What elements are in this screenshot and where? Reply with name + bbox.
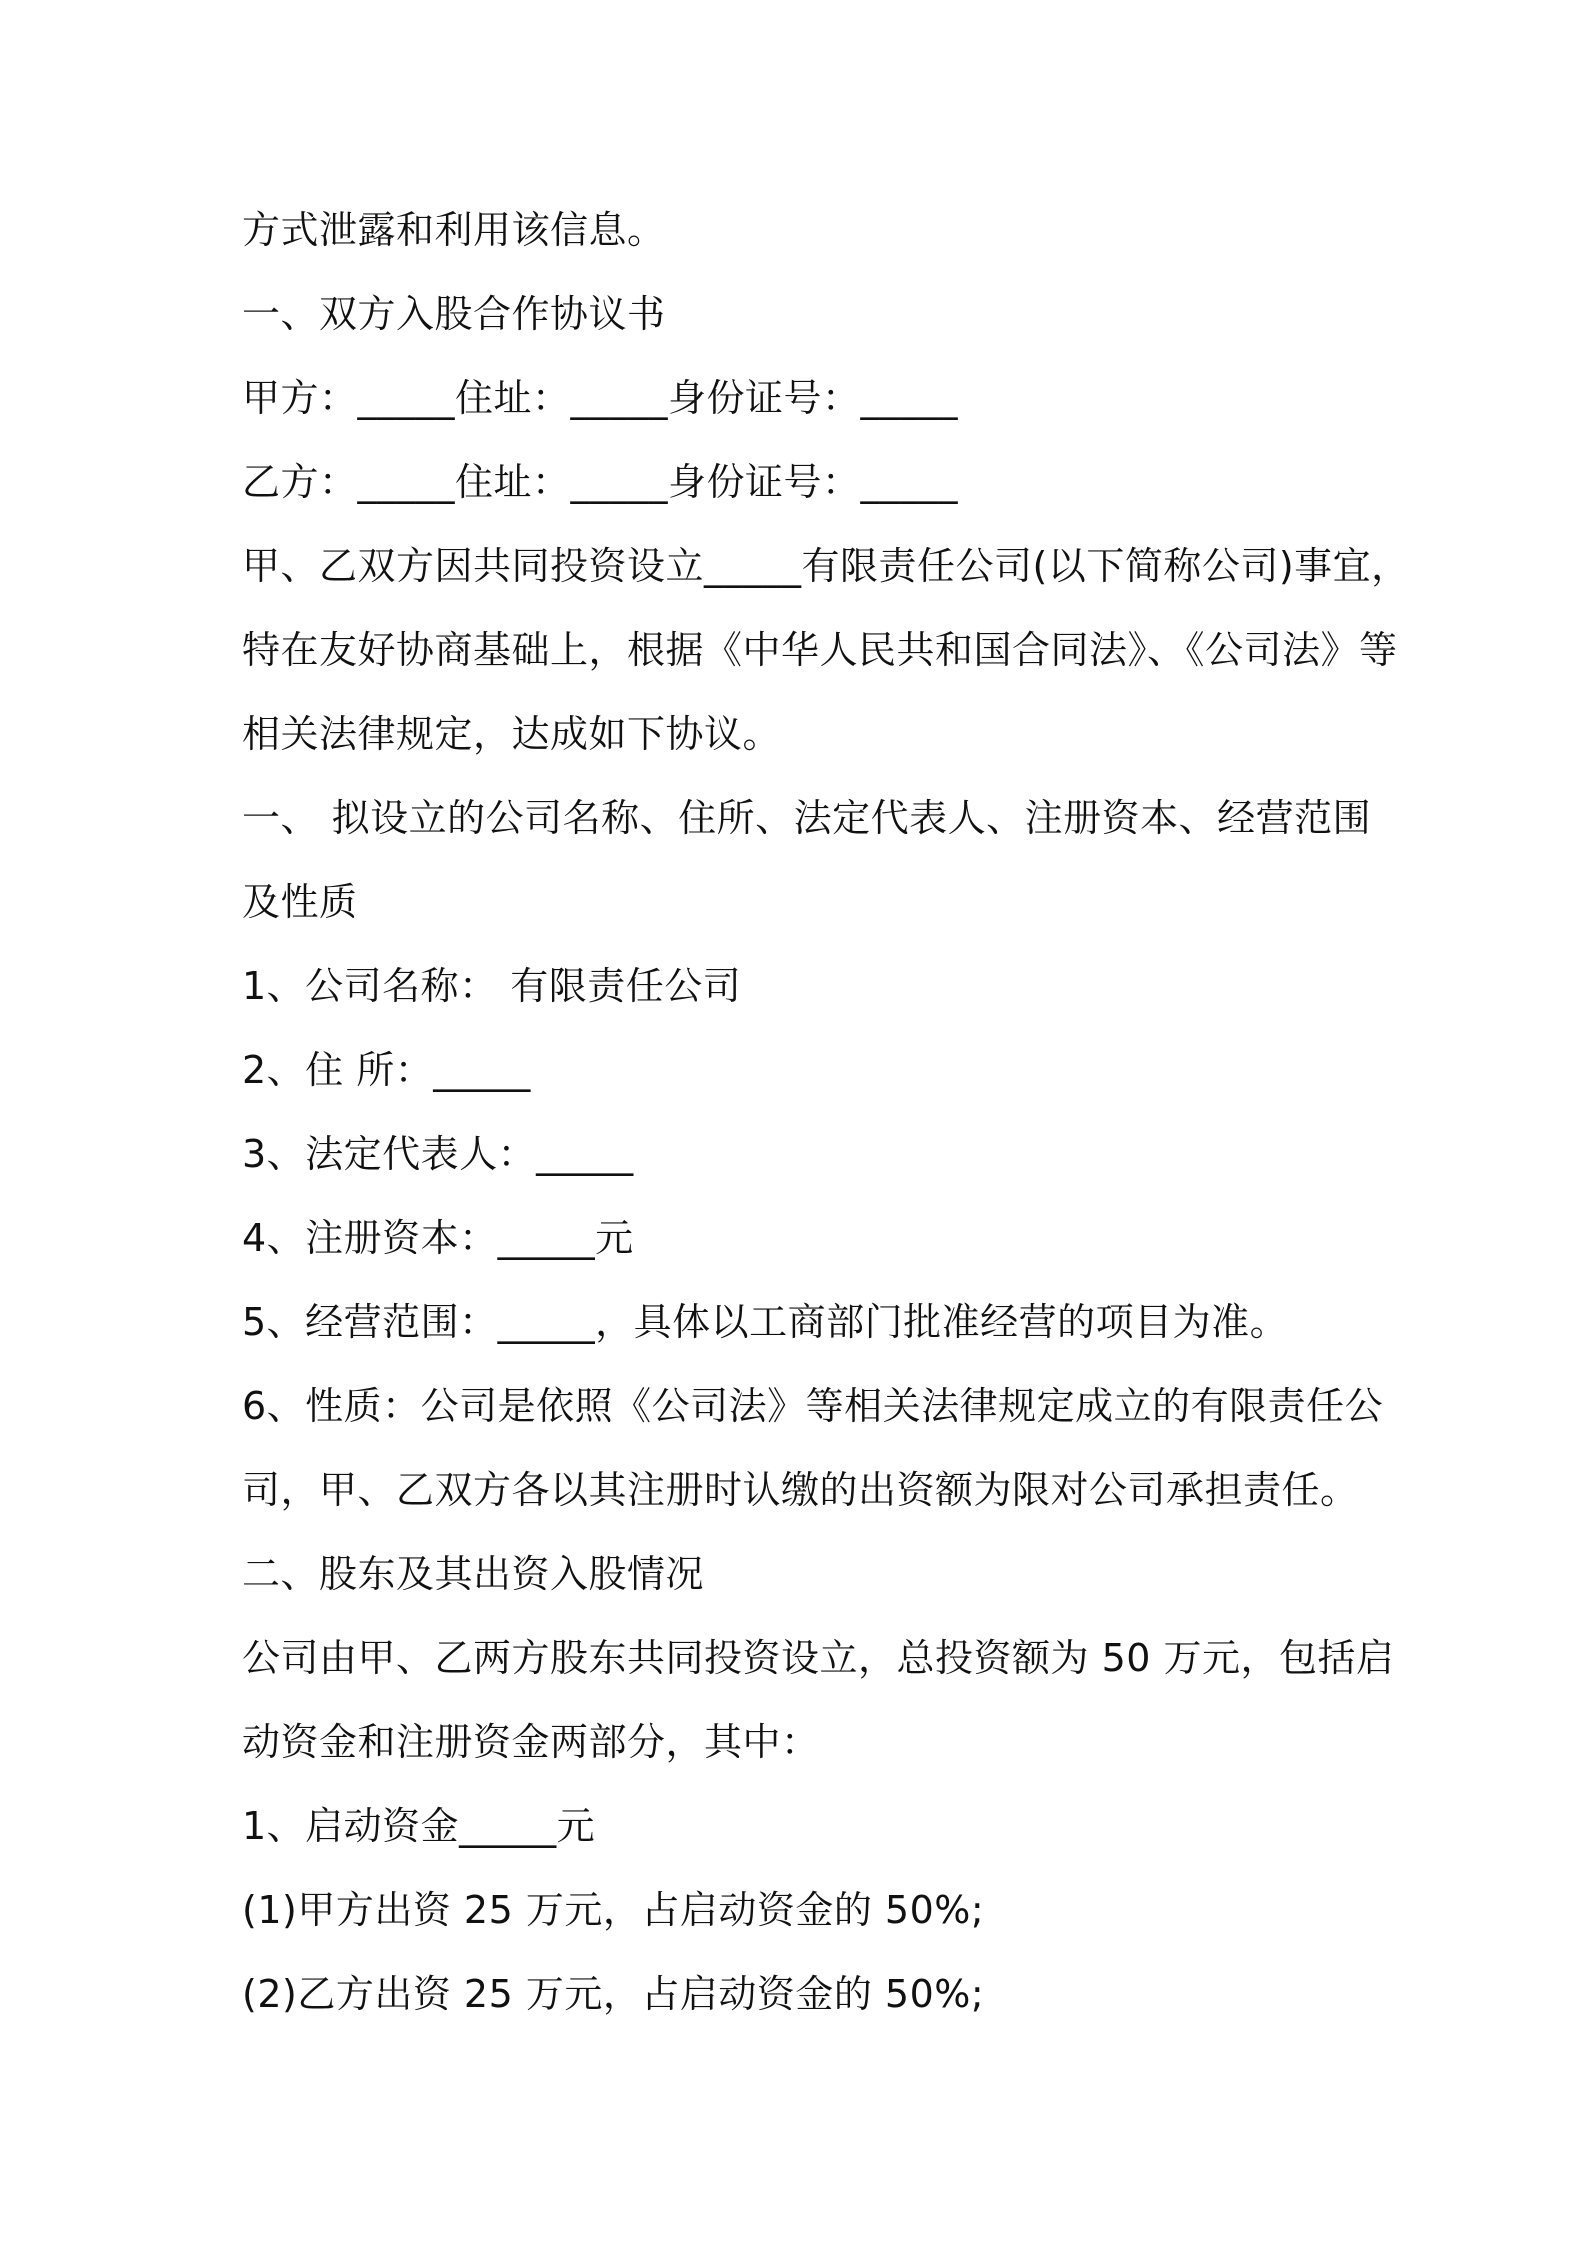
text-line: 司，甲、乙双方各以其注册时认缴的出资额为限对公司承担责任。 — [242, 1468, 1359, 1512]
text-line: 相关法律规定，达成如下协议。 — [242, 712, 782, 756]
text-line: 动资金和注册资金两部分，其中： — [242, 1720, 820, 1764]
text-line: 公司由甲、乙两方股东共同投资设立，总投资额为 50 万元，包括启 — [242, 1636, 1395, 1680]
text-line: 特在友好协商基础上，根据《中华人民共和国合同法》、《公司法》等 — [242, 628, 1398, 672]
section-heading: 二、股东及其出资入股情况 — [242, 1552, 705, 1596]
section-heading-continued: 及性质 — [242, 880, 358, 924]
list-item: (1)甲方出资 25 万元，占启动资金的 50%; — [242, 1888, 985, 1932]
section-heading: 一、 拟设立的公司名称、住所、法定代表人、注册资本、经营范围 — [242, 796, 1372, 840]
party-a-line: 甲方：_____住址：_____身份证号：_____ — [242, 376, 959, 420]
list-item: 6、性质：公司是依照《公司法》等相关法律规定成立的有限责任公 — [242, 1384, 1384, 1428]
list-item: 4、注册资本：_____元 — [242, 1216, 634, 1260]
list-item: 2、住 所：_____ — [242, 1048, 531, 1092]
party-b-line: 乙方：_____住址：_____身份证号：_____ — [242, 460, 959, 504]
text-line: 甲、乙双方因共同投资设立_____有限责任公司(以下简称公司)事宜， — [242, 544, 1410, 588]
section-heading: 一、双方入股合作协议书 — [242, 292, 666, 336]
text-line: 方式泄露和利用该信息。 — [242, 208, 666, 252]
list-item: 5、经营范围：_____，具体以工商部门批准经营的项目为准。 — [242, 1300, 1289, 1344]
list-item: 1、启动资金_____元 — [242, 1804, 596, 1848]
list-item: 1、公司名称： 有限责任公司 — [242, 964, 742, 1008]
list-item: 3、法定代表人：_____ — [242, 1132, 634, 1176]
list-item: (2)乙方出资 25 万元，占启动资金的 50%; — [242, 1972, 985, 2016]
